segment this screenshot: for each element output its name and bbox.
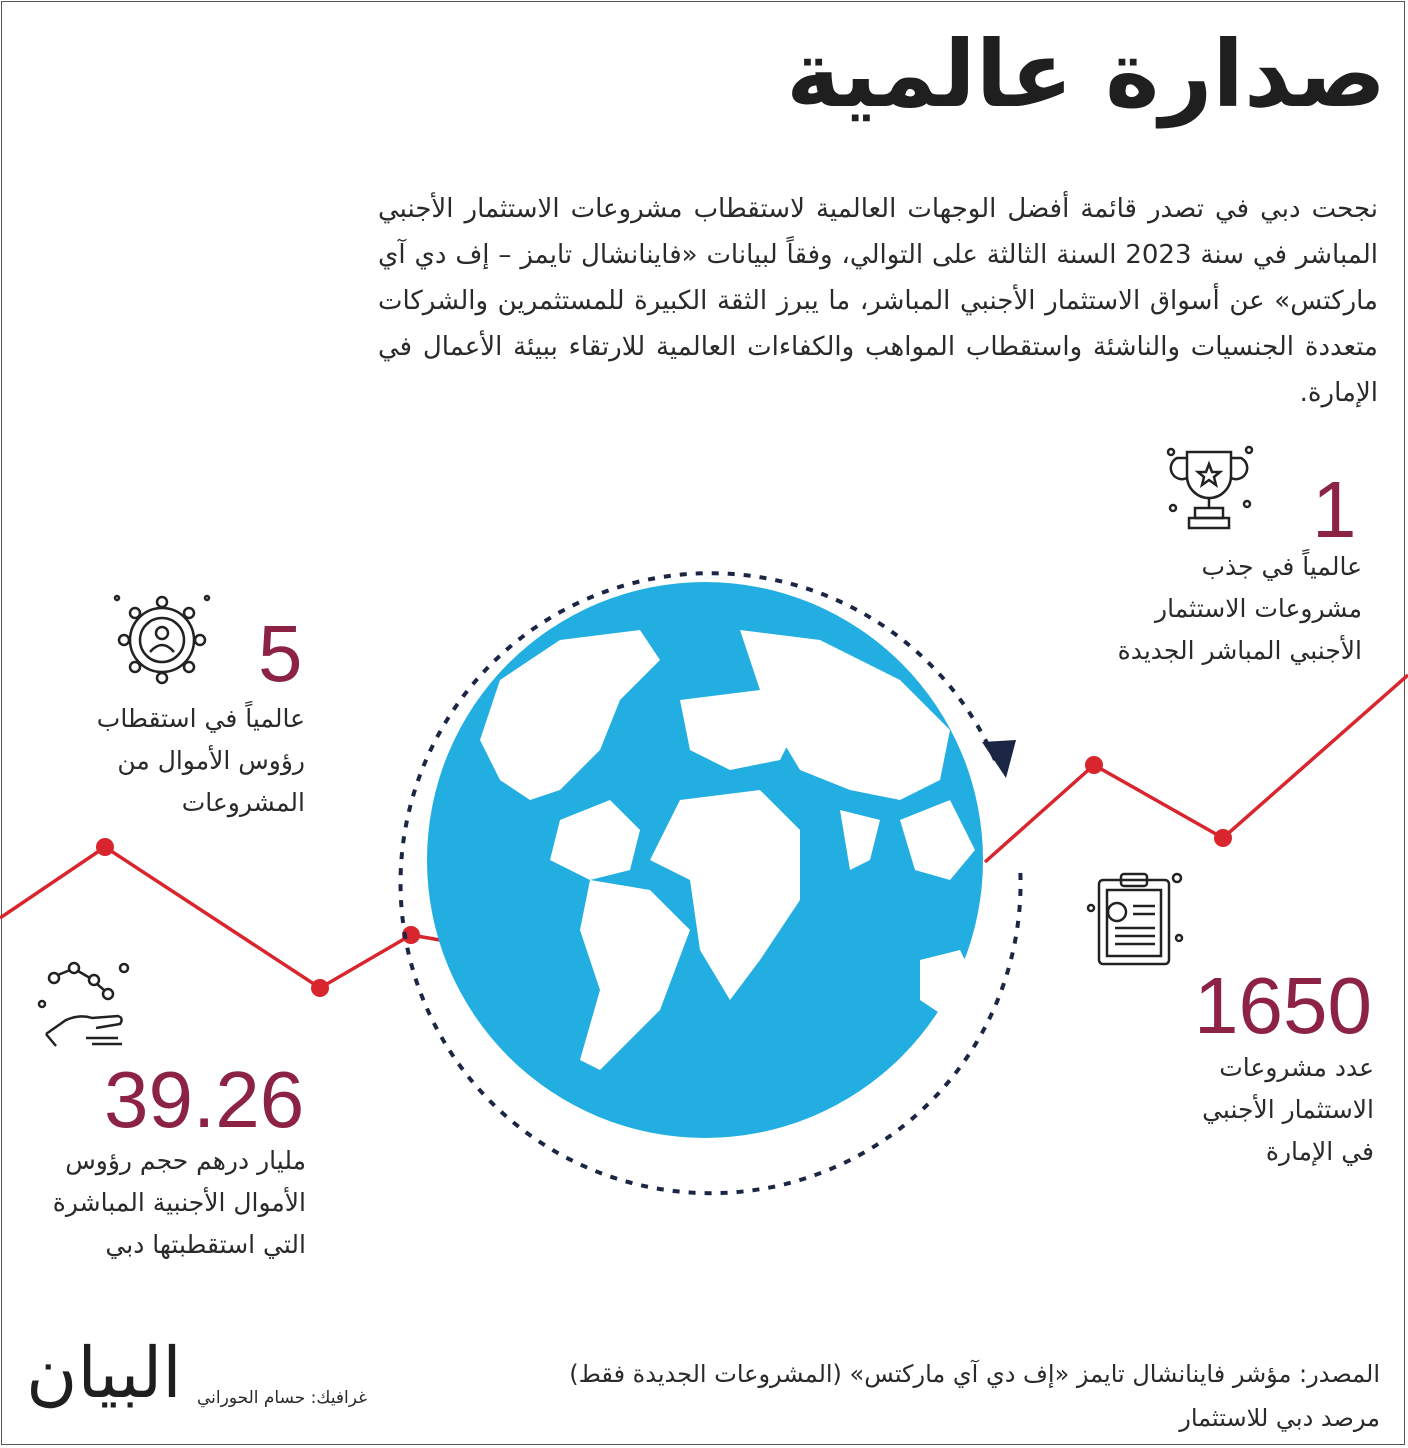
- trophy-icon: [1165, 442, 1255, 537]
- rank-fdi-caption: عالمياً في جذب مشروعات الاستثمار الأجنبي المباشر الجديدة: [1117, 552, 1362, 665]
- trend-point: [311, 979, 329, 997]
- rank-fdi-value: 1: [1312, 465, 1357, 554]
- projects-value: 1650: [1194, 961, 1372, 1050]
- arrow-head-icon: [982, 740, 1016, 778]
- capital-value: 39.26: [104, 1055, 305, 1144]
- graphic-credit: غرافيك: حسام الحوراني: [197, 1388, 367, 1408]
- trend-point: [1085, 756, 1103, 774]
- network-people-icon: [112, 590, 212, 690]
- source-note: المصدر: مؤشر فاينانشال تايمز «إف دي آي ماركتس» (المشروعات الجديدة فقط) مرصد دبي للاستثمار: [569, 1360, 1380, 1432]
- projects-caption: عدد مشروعات الاستثمار الأجنبي في الإمارة: [1202, 1053, 1374, 1166]
- intro-paragraph: نجحت دبي في تصدر قائمة أفضل الوجهات العالمية لاستقطاب مشروعات الاستثمار الأجنبي المباشر في سنة 2023 السنة الثالثة على التوالي، وفقاً لبيانات «فاينانشال تايمز – إف دي آي ماركتس» عن أسواق الاستثمار الأجنبي المباشر، ما يبرز الثقة الكبيرة للمستثمرين والشركات متعددة الجنسيات والناشئة واستقطاب المواهب والكفاءات العالمية للارتقاء ببيئة الأعمال في الإمارة.: [378, 194, 1378, 408]
- rank-capital-caption: عالمياً في استقطاب رؤوس الأموال من المشروعات: [96, 704, 305, 817]
- capital-caption: مليار درهم حجم رؤوس الأموال الأجنبية المباشرة التي استقطبتها دبي: [52, 1146, 306, 1259]
- rank-capital-value: 5: [258, 609, 303, 698]
- trend-point: [96, 838, 114, 856]
- globe-graphic: [380, 560, 1030, 1180]
- page-title: صدارة عالمية: [786, 21, 1386, 128]
- clipboard-report-icon: [1085, 868, 1185, 968]
- trend-point: [1214, 829, 1232, 847]
- albayan-logo: البيان: [26, 1332, 182, 1414]
- hand-chart-icon: [36, 958, 136, 1053]
- trend-line-right: [985, 675, 1408, 862]
